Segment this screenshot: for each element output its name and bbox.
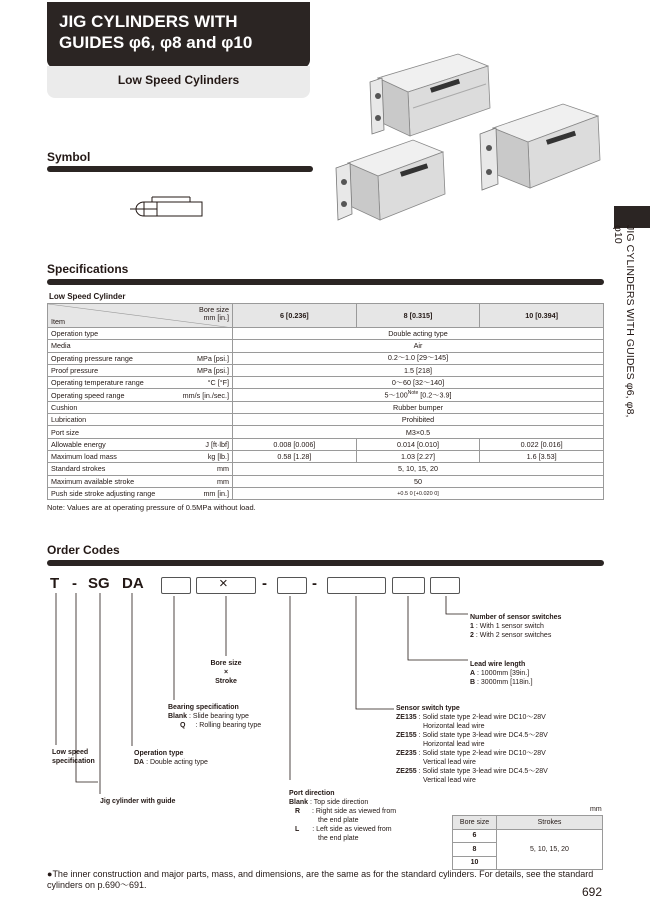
sensor-count-spec: Number of sensor switches 1 : With 1 sensor switch 2 : With 2 sensor switches [470, 614, 562, 639]
spec-note: Note: Values are at operating pressure of 0.5MPa without load. [47, 503, 256, 512]
page-title-line2: GUIDES φ6, φ8 and φ10 [59, 33, 253, 52]
bearing-spec: Bearing specification Blank : Slide bearing type Q : Rolling bearing type [168, 704, 262, 729]
table-row: Allowable energy J [ft·lbf] 0.008 [0.006] 0.014 [0.010] 0.022 [0.016] [48, 438, 604, 450]
footnote: ●The inner construction and major parts, mass, and dimensions, are the same as for the standard cylinders. For details, see the standard cylinders on p.690～691. [47, 869, 594, 890]
table-row: 10 [453, 856, 603, 870]
code-part-dash1: - [72, 575, 77, 592]
side-tab-label: JIG CYLINDERS WITH GUIDES φ6, φ8, φ10 [612, 225, 636, 418]
table-row: Cushion Rubber bumper [48, 401, 604, 413]
code-part-da: DA [122, 575, 144, 592]
table-row: Operating speed range mm/s [in./sec.] $5\sim 100^{Note}$ [0.2～3.9] [48, 389, 604, 401]
code-part-times: × [219, 575, 228, 592]
table-row: 6 5, 10, 15, 20 [453, 829, 603, 843]
page-title-line1: JIG CYLINDERS WITH [59, 12, 238, 31]
symbol-heading: Symbol [47, 150, 91, 164]
spec-header-item: Item [51, 317, 65, 326]
order-codes-heading: Order Codes [47, 543, 120, 557]
spec-col-8: 8 [0.315] [356, 304, 480, 328]
code-part-t: T [50, 575, 60, 592]
table-row: Proof pressure MPa [psi.] 1.5 [218] [48, 364, 604, 376]
table-row: Standard strokes mm 5, 10, 15, 20 [48, 463, 604, 475]
code-part-sg: SG [88, 575, 110, 592]
operation-type-spec: Operation type DA : Double acting type [134, 750, 208, 766]
table-row: Operating temperature range °C [°F] 0～60 [32～140] [48, 377, 604, 389]
low-speed-spec: Low speed specification [52, 749, 95, 765]
page-subtitle: Low Speed Cylinders [47, 66, 310, 98]
table-row: Lubrication Prohibited [48, 414, 604, 426]
bore-stroke-spec: Bore size × Stroke [210, 660, 242, 685]
table-row: Operating pressure range MPa [psi.] 0.2～1.0 [29～145] [48, 352, 604, 364]
table-row: Media Air [48, 340, 604, 352]
sensor-switch-spec: Sensor switch type ZE135 : Solid state type 2-lead wire DC10～28V Horizontal lead wire ZE155 : Solid state type 3-lead wire DC4.5～28V Horizontal lead wire ZE235 : Solid state type 2-lead wire DC10～28V Vertical lead wire ZE255 : Solid state type 3-lead wire DC4.5～28V Vertical lead wire [396, 705, 548, 784]
stroke-table [452, 815, 603, 870]
lead-wire-spec: Lead wire length A : 1000mm [39in.] B : 3000mm [118in.] [470, 661, 533, 686]
spec-table-caption: Low Speed Cylinder [49, 292, 126, 301]
table-row: 8 [453, 843, 603, 857]
page-number: 692 [582, 885, 603, 899]
code-part-dash2: - [262, 575, 267, 592]
spec-header-bore: Bore size [199, 305, 229, 314]
code-part-dash3: - [312, 575, 317, 592]
bullet-icon: ● [47, 869, 53, 879]
table-row: Operation type Double acting type [48, 328, 604, 340]
spec-col-10: 10 [0.394] [480, 304, 604, 328]
note-marker: Note [407, 389, 419, 396]
port-direction-spec: Port direction Blank : Top side direction R : Right side as viewed from the end plate L : Left side as viewed from the end plate [289, 790, 397, 842]
table-row: Push side stroke adjusting range mm [in.] +0.5 0 [+0.020 0] [48, 487, 604, 499]
specifications-heading: Specifications [47, 262, 129, 276]
spec-header-unit: mm [in.] [203, 313, 229, 322]
table-row: Port size M3×0.5 [48, 426, 604, 438]
jig-cylinder-label: Jig cylinder with guide [100, 798, 176, 805]
stroke-table-unit: mm [590, 806, 602, 813]
table-row: Maximum load mass kg [lb.] 0.58 [1.28] 1.03 [2.27] 1.6 [3.53] [48, 450, 604, 462]
table-row: Bore size Strokes [453, 816, 603, 830]
table-row: Maximum available stroke mm 50 [48, 475, 604, 487]
spec-col-6: 6 [0.236] [233, 304, 357, 328]
